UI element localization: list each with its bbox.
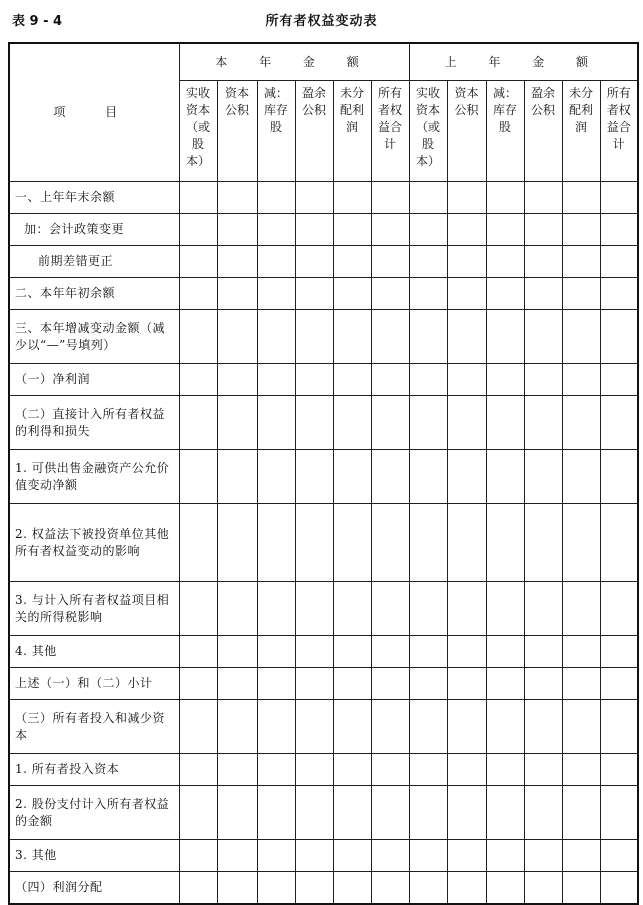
amount-cell xyxy=(371,364,409,396)
amount-cell xyxy=(333,872,371,904)
amount-cell xyxy=(600,396,638,450)
current-total-equity-header: 所有者权益合计 xyxy=(371,81,409,182)
table-row xyxy=(9,364,638,396)
row-label: 前期差错更正 xyxy=(9,246,179,278)
table-row xyxy=(9,786,638,840)
amount-cell xyxy=(486,582,524,636)
amount-cell xyxy=(371,182,409,214)
amount-cell xyxy=(524,450,562,504)
amount-cell xyxy=(447,754,486,786)
amount-cell xyxy=(179,636,217,668)
amount-cell xyxy=(179,504,217,582)
amount-cell xyxy=(333,278,371,310)
amount-cell xyxy=(486,700,524,754)
amount-cell xyxy=(179,700,217,754)
table-row xyxy=(9,504,638,582)
amount-cell xyxy=(295,840,333,872)
row-label: 三、本年增减变动金额（减少以“—”号填列） xyxy=(9,310,179,364)
amount-cell xyxy=(295,364,333,396)
amount-cell xyxy=(447,214,486,246)
amount-cell xyxy=(179,668,217,700)
amount-cell xyxy=(257,786,295,840)
amount-cell xyxy=(486,278,524,310)
amount-cell xyxy=(333,182,371,214)
amount-cell xyxy=(562,182,600,214)
amount-cell xyxy=(562,278,600,310)
table-row xyxy=(9,246,638,278)
row-label: 1. 所有者投入资本 xyxy=(9,754,179,786)
amount-cell xyxy=(179,450,217,504)
amount-cell xyxy=(447,450,486,504)
current-paid-in-capital-header: 实收资本（或股本） xyxy=(179,81,217,182)
table-number: 表 9 - 4 xyxy=(12,14,63,29)
prior-paid-in-capital-header: 实收资本（或股本） xyxy=(409,81,447,182)
amount-cell xyxy=(600,310,638,364)
amount-cell xyxy=(333,754,371,786)
amount-cell xyxy=(333,364,371,396)
amount-cell xyxy=(409,246,447,278)
row-label: 3. 其他 xyxy=(9,840,179,872)
amount-cell xyxy=(600,214,638,246)
amount-cell xyxy=(333,310,371,364)
amount-cell xyxy=(333,246,371,278)
amount-cell xyxy=(409,450,447,504)
amount-cell xyxy=(371,504,409,582)
amount-cell xyxy=(486,504,524,582)
amount-cell xyxy=(371,872,409,904)
amount-cell xyxy=(409,786,447,840)
row-label: （二）直接计入所有者权益的利得和损失 xyxy=(9,396,179,450)
amount-cell xyxy=(257,700,295,754)
amount-cell xyxy=(217,840,257,872)
amount-cell xyxy=(257,872,295,904)
amount-cell xyxy=(295,310,333,364)
amount-cell xyxy=(333,450,371,504)
amount-cell xyxy=(524,636,562,668)
row-label: 加：会计政策变更 xyxy=(9,214,179,246)
amount-cell xyxy=(447,504,486,582)
amount-cell xyxy=(217,246,257,278)
amount-cell xyxy=(257,668,295,700)
row-label: （一）净利润 xyxy=(9,364,179,396)
amount-cell xyxy=(257,182,295,214)
row-label: 二、本年年初余额 xyxy=(9,278,179,310)
current-capital-reserve-header: 资本公积 xyxy=(217,81,257,182)
table-row xyxy=(9,214,638,246)
amount-cell xyxy=(600,700,638,754)
table-row xyxy=(9,872,638,904)
amount-cell xyxy=(447,310,486,364)
prior-capital-reserve-header: 资本公积 xyxy=(447,81,486,182)
table-row xyxy=(9,582,638,636)
amount-cell xyxy=(217,786,257,840)
amount-cell xyxy=(524,504,562,582)
amount-cell xyxy=(524,668,562,700)
amount-cell xyxy=(524,364,562,396)
amount-cell xyxy=(524,786,562,840)
table-row xyxy=(9,668,638,700)
amount-cell xyxy=(295,786,333,840)
prior-year-group-header: 上 年 金 额 xyxy=(409,43,638,81)
amount-cell xyxy=(600,278,638,310)
amount-cell xyxy=(409,182,447,214)
table-row xyxy=(9,636,638,668)
amount-cell xyxy=(600,364,638,396)
row-label: （四）利润分配 xyxy=(9,872,179,904)
amount-cell xyxy=(217,700,257,754)
amount-cell xyxy=(217,310,257,364)
amount-cell xyxy=(447,668,486,700)
amount-cell xyxy=(371,700,409,754)
amount-cell xyxy=(447,278,486,310)
amount-cell xyxy=(486,840,524,872)
table-caption xyxy=(8,8,635,30)
amount-cell xyxy=(295,700,333,754)
amount-cell xyxy=(257,840,295,872)
amount-cell xyxy=(409,214,447,246)
amount-cell xyxy=(257,310,295,364)
amount-cell xyxy=(217,668,257,700)
table-row xyxy=(9,396,638,450)
amount-cell xyxy=(409,310,447,364)
amount-cell xyxy=(333,582,371,636)
amount-cell xyxy=(257,450,295,504)
current-treasury-stock-header: 减：库存股 xyxy=(257,81,295,182)
amount-cell xyxy=(371,450,409,504)
row-label: 2. 权益法下被投资单位其他所有者权益变动的影响 xyxy=(9,504,179,582)
amount-cell xyxy=(447,636,486,668)
amount-cell xyxy=(409,396,447,450)
amount-cell xyxy=(409,278,447,310)
amount-cell xyxy=(562,636,600,668)
amount-cell xyxy=(486,786,524,840)
amount-cell xyxy=(257,214,295,246)
amount-cell xyxy=(600,786,638,840)
amount-cell xyxy=(447,872,486,904)
amount-cell xyxy=(179,364,217,396)
amount-cell xyxy=(486,754,524,786)
amount-cell xyxy=(295,582,333,636)
table-title: 所有者权益变动表 xyxy=(265,14,378,29)
amount-cell xyxy=(371,840,409,872)
current-surplus-reserve-header: 盈余公积 xyxy=(295,81,333,182)
amount-cell xyxy=(217,182,257,214)
equity-change-table xyxy=(8,42,639,905)
amount-cell xyxy=(371,582,409,636)
amount-cell xyxy=(179,214,217,246)
row-label: 4. 其他 xyxy=(9,636,179,668)
amount-cell xyxy=(486,214,524,246)
amount-cell xyxy=(600,872,638,904)
amount-cell xyxy=(217,214,257,246)
amount-cell xyxy=(217,872,257,904)
amount-cell xyxy=(562,396,600,450)
amount-cell xyxy=(562,754,600,786)
amount-cell xyxy=(179,182,217,214)
amount-cell xyxy=(257,582,295,636)
amount-cell xyxy=(295,396,333,450)
amount-cell xyxy=(486,182,524,214)
amount-cell xyxy=(295,754,333,786)
amount-cell xyxy=(486,246,524,278)
amount-cell xyxy=(295,504,333,582)
amount-cell xyxy=(600,840,638,872)
amount-cell xyxy=(486,310,524,364)
amount-cell xyxy=(217,636,257,668)
amount-cell xyxy=(562,668,600,700)
amount-cell xyxy=(447,246,486,278)
amount-cell xyxy=(562,214,600,246)
prior-surplus-reserve-header: 盈余公积 xyxy=(524,81,562,182)
amount-cell xyxy=(295,872,333,904)
current-retained-earnings-header: 未分配利润 xyxy=(333,81,371,182)
amount-cell xyxy=(295,214,333,246)
amount-cell xyxy=(524,182,562,214)
row-label: （三）所有者投入和减少资本 xyxy=(9,700,179,754)
amount-cell xyxy=(562,246,600,278)
table-row xyxy=(9,310,638,364)
amount-cell xyxy=(486,450,524,504)
table-row xyxy=(9,450,638,504)
amount-cell xyxy=(333,396,371,450)
amount-cell xyxy=(371,278,409,310)
amount-cell xyxy=(600,450,638,504)
amount-cell xyxy=(217,450,257,504)
amount-cell xyxy=(295,278,333,310)
amount-cell xyxy=(257,246,295,278)
amount-cell xyxy=(295,668,333,700)
amount-cell xyxy=(409,636,447,668)
amount-cell xyxy=(409,582,447,636)
amount-cell xyxy=(524,278,562,310)
group-header-row xyxy=(9,43,638,81)
amount-cell xyxy=(486,668,524,700)
amount-cell xyxy=(371,214,409,246)
amount-cell xyxy=(217,364,257,396)
amount-cell xyxy=(524,214,562,246)
amount-cell xyxy=(257,636,295,668)
amount-cell xyxy=(179,840,217,872)
row-label: 一、上年年末余额 xyxy=(9,182,179,214)
amount-cell xyxy=(217,396,257,450)
amount-cell xyxy=(371,246,409,278)
amount-cell xyxy=(524,310,562,364)
table-row xyxy=(9,700,638,754)
amount-cell xyxy=(562,700,600,754)
amount-cell xyxy=(409,700,447,754)
amount-cell xyxy=(562,504,600,582)
amount-cell xyxy=(257,396,295,450)
amount-cell xyxy=(447,364,486,396)
amount-cell xyxy=(333,214,371,246)
amount-cell xyxy=(447,840,486,872)
amount-cell xyxy=(179,396,217,450)
amount-cell xyxy=(409,754,447,786)
row-label: 3. 与计入所有者权益项目相关的所得税影响 xyxy=(9,582,179,636)
amount-cell xyxy=(333,504,371,582)
amount-cell xyxy=(486,636,524,668)
amount-cell xyxy=(562,450,600,504)
amount-cell xyxy=(295,246,333,278)
item-column-header: 项 目 xyxy=(9,43,179,182)
amount-cell xyxy=(217,754,257,786)
amount-cell xyxy=(600,504,638,582)
amount-cell xyxy=(600,182,638,214)
table-row xyxy=(9,278,638,310)
table-row xyxy=(9,840,638,872)
amount-cell xyxy=(333,786,371,840)
amount-cell xyxy=(562,786,600,840)
amount-cell xyxy=(486,364,524,396)
amount-cell xyxy=(371,786,409,840)
amount-cell xyxy=(486,872,524,904)
prior-total-equity-header: 所有者权益合计 xyxy=(600,81,638,182)
amount-cell xyxy=(600,754,638,786)
table-row xyxy=(9,182,638,214)
amount-cell xyxy=(217,504,257,582)
amount-cell xyxy=(447,396,486,450)
row-label: 1. 可供出售金融资产公允价值变动净额 xyxy=(9,450,179,504)
amount-cell xyxy=(524,396,562,450)
amount-cell xyxy=(409,840,447,872)
amount-cell xyxy=(179,872,217,904)
amount-cell xyxy=(257,504,295,582)
amount-cell xyxy=(333,840,371,872)
amount-cell xyxy=(179,754,217,786)
amount-cell xyxy=(562,582,600,636)
amount-cell xyxy=(562,310,600,364)
amount-cell xyxy=(257,754,295,786)
amount-cell xyxy=(524,700,562,754)
amount-cell xyxy=(524,872,562,904)
amount-cell xyxy=(333,668,371,700)
amount-cell xyxy=(409,364,447,396)
amount-cell xyxy=(524,246,562,278)
amount-cell xyxy=(600,668,638,700)
amount-cell xyxy=(217,278,257,310)
amount-cell xyxy=(447,582,486,636)
amount-cell xyxy=(257,278,295,310)
amount-cell xyxy=(179,246,217,278)
current-year-group-header: 本 年 金 额 xyxy=(179,43,409,81)
amount-cell xyxy=(333,700,371,754)
row-label: 上述（一）和（二）小计 xyxy=(9,668,179,700)
table-row xyxy=(9,754,638,786)
row-label: 2. 股份支付计入所有者权益的金额 xyxy=(9,786,179,840)
amount-cell xyxy=(600,636,638,668)
amount-cell xyxy=(371,636,409,668)
amount-cell xyxy=(179,582,217,636)
amount-cell xyxy=(295,450,333,504)
amount-cell xyxy=(524,582,562,636)
amount-cell xyxy=(562,840,600,872)
amount-cell xyxy=(562,872,600,904)
amount-cell xyxy=(371,396,409,450)
amount-cell xyxy=(217,582,257,636)
amount-cell xyxy=(447,786,486,840)
amount-cell xyxy=(524,840,562,872)
prior-retained-earnings-header: 未分配利润 xyxy=(562,81,600,182)
amount-cell xyxy=(447,700,486,754)
amount-cell xyxy=(371,668,409,700)
amount-cell xyxy=(179,310,217,364)
amount-cell xyxy=(371,754,409,786)
amount-cell xyxy=(409,668,447,700)
amount-cell xyxy=(600,246,638,278)
amount-cell xyxy=(600,582,638,636)
amount-cell xyxy=(486,396,524,450)
amount-cell xyxy=(295,182,333,214)
amount-cell xyxy=(179,786,217,840)
amount-cell xyxy=(524,754,562,786)
amount-cell xyxy=(257,364,295,396)
amount-cell xyxy=(333,636,371,668)
amount-cell xyxy=(447,182,486,214)
amount-cell xyxy=(179,278,217,310)
amount-cell xyxy=(295,636,333,668)
amount-cell xyxy=(409,504,447,582)
prior-treasury-stock-header: 减：库存股 xyxy=(486,81,524,182)
amount-cell xyxy=(409,872,447,904)
amount-cell xyxy=(371,310,409,364)
table-body xyxy=(9,182,638,904)
amount-cell xyxy=(562,364,600,396)
